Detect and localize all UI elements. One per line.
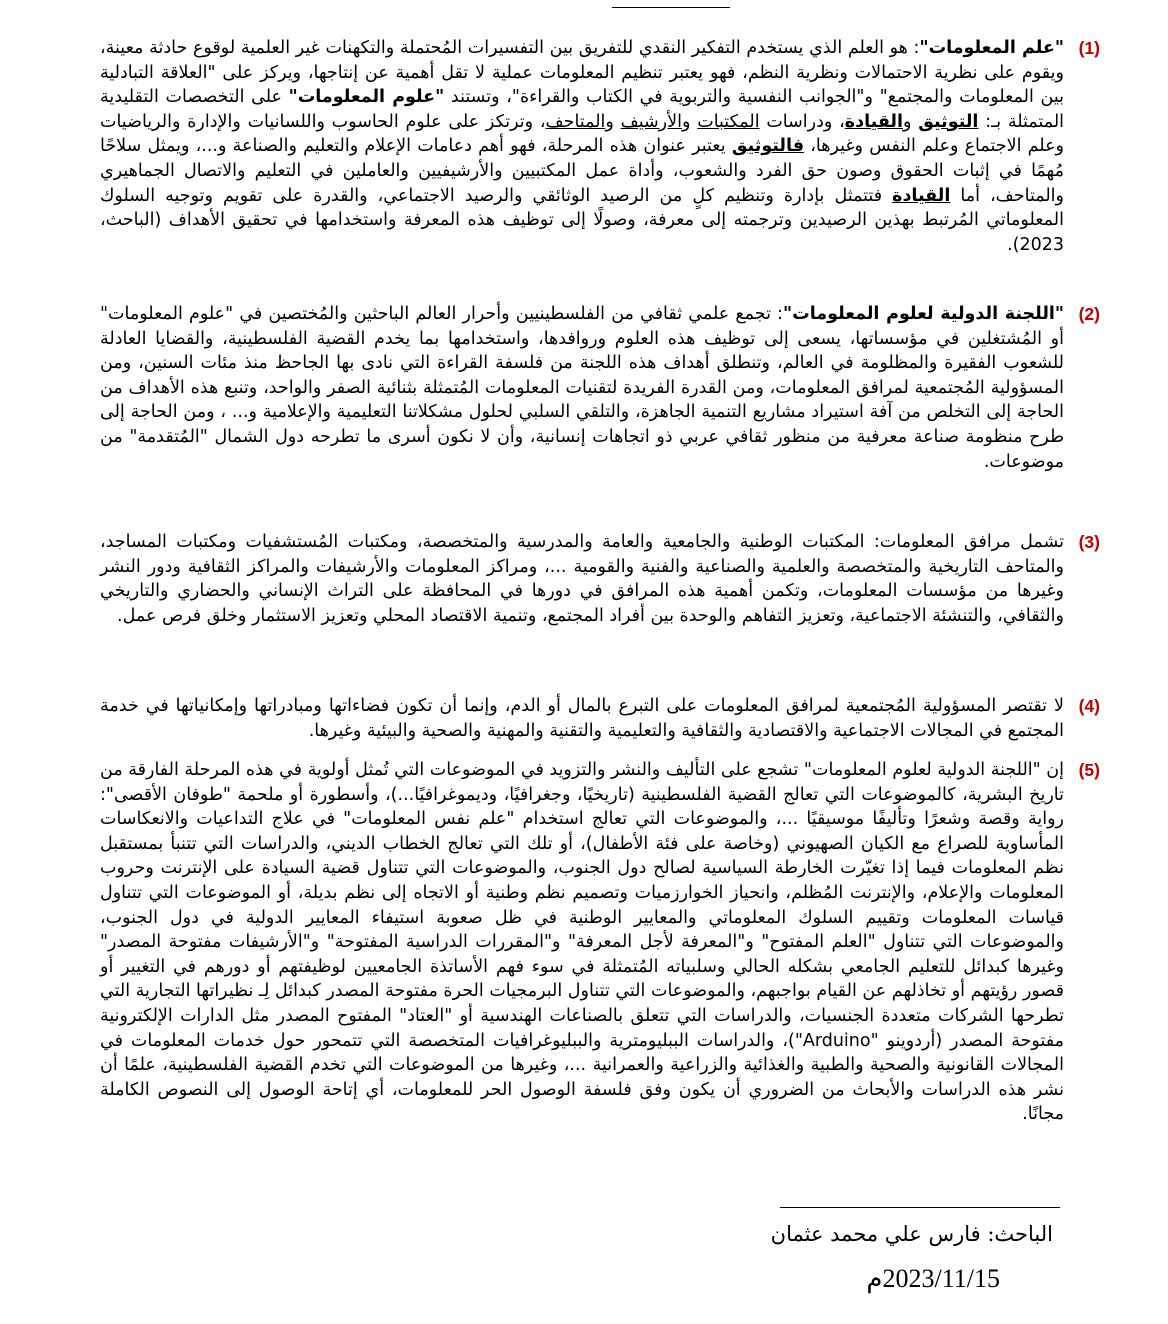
- signature-separator-line: [780, 1207, 1060, 1208]
- footnote-text-run: يعتبر عنوان هذه المرحلة، فهو أهم دعامات الإعلام والتعليم والصناعة و...، ويمثل سلاحًا مُهمًا في إثبات الحقوق وصون حق الفرد والشعوب، وأداة عمل المكتبيين والأرشيفيين والعاملين في التعليم والاتصال الجماهيري والمتاحف، أما: [100, 136, 1064, 206]
- footnote-number: (4): [1078, 696, 1100, 716]
- footnote-text: [100, 36, 1064, 257]
- footnote-text-run: الأرشيف: [620, 111, 682, 132]
- footnote-text-run: القيادة: [844, 111, 903, 132]
- footnote-number: (5): [1078, 760, 1100, 780]
- footnote-text-run: اللجنة الدولية لعلوم المعلومات: [811, 760, 1033, 780]
- footnote-text-run: التوثيق: [918, 111, 979, 132]
- footnotes: [100, 36, 1100, 1218]
- footnote-text-run: فتتمثل بإدارة وتنظيم كلٍ من الرصيد الوثائقي والرصيد الاجتماعي، والقدرة على تقويم وتوجيه السلوك المعلوماتي المُرتبط بهذين الرصيدين وترجمته إلى معرفة، وصولًا إلى توظيف هذه المعرفة واستخدامها في تحقيق الأهداف (الباحث، 2023).: [100, 185, 1064, 255]
- footnote-text: [100, 694, 1064, 743]
- footnote-text: [100, 758, 1064, 1127]
- footnote-text-run: تشمل مرافق المعلومات: المكتبات الوطنية والجامعية والعامة والمدرسية والمتخصصة، ومكتبات المُستشفيات ومكتبات المساجد، والمتاحف التاريخية والمتخصصة والعلمية والصناعية والفنية والقومية ...، ومراكز المعلومات والأرشيفات والمراكز الثقافية ودور النشر وغيرها من مؤسسات المعلومات، وتكمن أهمية هذه المرافق في دورها في المحافظة على التراث الإنساني والحضاري والتاريخي والثقافي، والتنشئة الاجتماعية، وتعزيز التفاهم والوحدة بين أفراد المجتمع، وتنمية الاقتصاد المحلي وتعزيز الاستثمار وخلق فرص عمل.: [100, 532, 1064, 626]
- footnote-text-run: : تجمع علمي ثقافي من الفلسطينيين وأحرار العالم الباحثين والمُختصين في "علوم المعلومات" أو المُشتغلين في مؤسساتها، يسعى إلى توظيف هذه العلوم وروافدها، واستخدامها بما يخدم القضية الفلسطينية، والقضايا العادلة للشعوب الفقيرة والمظلومة في العالم، وتنطلق أهداف هذه اللجنة من فلسفة القراءة التي نادى بها الجاحظ منذ مئات السنين، ومن المسؤولية المُجتمعية لمرافق المعلومات، ومن القدرة الفريدة لتقنيات المعلومات المُتمثلة بثنائية الصفر والواحد، وتنبع هذه الأهداف من الحاجة إلى التخلص من آفة استيراد مشاريع التنمية الجاهزة، والتلقي السلبي لحلول مشكلاتنا التعليمية والإعلامية و... ، ومن الحاجة إلى طرح منظومة صناعة معرفية من منظور ثقافي عربي ذو اتجاهات إنسانية، وأن لا نكون أسرى ما تطرحه دول الشمال "المُتقدمة" من موضوعات.: [100, 304, 1064, 472]
- footnote-text-run: إن ": [1032, 760, 1064, 780]
- footnote-text-run: "اللجنة الدولية لعلوم المعلومات": [783, 304, 1065, 324]
- footnote-5: [100, 758, 1100, 1218]
- footnote-text: [100, 530, 1064, 628]
- footnote-1: [100, 36, 1100, 286]
- footnote-2: [100, 302, 1100, 512]
- footnote-text-run: " تشجع على التأليف والنشر والتزويد في الموضوعات التي تُمثل أولوية في هذه المرحلة الفارقة من تاريخ البشرية، كالموضوعات التي تعالج القضية الفلسطينية (تاريخيًا، وجغرافيًا، وديموغرافيًا...)، وأسطورة أو ملحمة "طوفان الأقصى": رواية وقصة وشعرًا وتأليفًا موسيقيًا ...، والموضوعات التي تعالج استخدام "علم نفس المعلومات" في علاج التداعيات والانعكاسات المأساوية للصراع مع الكيان الصهيوني (وخاصة على فئة الأطفال)، أو تلك التي تعالج الخطاب الديني، والدراسات التي تتنبأ بمستقبل نظم المعلومات فيما إذا تغيّرت الخارطة السياسية لصالح دول الجنوب، والموضوعات التي تتناول قضية السيادة على الإنترنت وحروب المعلومات والإعلام، والإنترنت المُظلم، وانحياز الخوارزميات وتصميم نظم وطنية أو الاتجاه إلى نظم بديلة، أو الموضوعات التي تتناول قياسات المعلومات وتقييم السلوك المعلوماتي والمعايير الوطنية في ظل صعوبة استيفاء المعايير الدولية في دول الجنوب، والموضوعات التي تتناول "العلم المفتوح" و"المعرفة لأجل المعرفة" و"المقررات الدراسية المفتوحة" و"الأرشيفات مفتوحة المصدر" وغيرها كبدائل للتعليم الجامعي بشكله الحالي وسلبياته المُتمثلة في سوء فهم الأساتذة الجامعيين لوظيفتهم أو دورهم في التغيير أو قصور رؤيتهم أو تخاذلهم عن القيام بواجبهم، والموضوعات التي تتناول البرمجيات الحرة مفتوحة المصدر كبدائل لِـ نظيراتها التجارية التي تطرحها الشركات متعددة الجنسيات، والدراسات التي تتعلق بالصناعات الهندسية أو "العتاد" المفتوح المصدر مثل الدارات الإلكترونية مفتوحة المصدر (أردوينو "Arduino")، والدراسات الببليومترية والببليوغرافيات المتخصصة التي تتمحور حول خدمات المعلومات في المجالات القانونية والصحية والطبية والغذائية والزراعية والعمرانية ...، وغيرها من الموضوعات التي تخدم القضية الفلسطينية، علمًا أن نشر هذه الدراسات والأبحاث من الضروري أن يكون وفق فلسفة الوصول الحر للمعلومات، أي إتاحة الوصول إلى النصوص الكاملة مجانًا.: [100, 760, 1064, 1125]
- footnote-text-run: المتاحف: [545, 111, 606, 132]
- footnote-number: (1): [1078, 38, 1100, 58]
- footnote-text-run: القيادة: [892, 185, 951, 206]
- footnote-text-run: المكتبات: [697, 111, 760, 132]
- footnote-number: (3): [1078, 532, 1100, 552]
- footnote-text-run: ، وترتكز على علوم الحاسوب واللسانيات والإدارة والرياضيات وعلم الاجتماع وعلم النفس وغيرها،: [100, 111, 1064, 157]
- footnote-text-run: و: [903, 111, 919, 132]
- top-separator-line: [612, 7, 730, 8]
- author-signature: الباحث: فارس علي محمد عثمان: [770, 1222, 1053, 1246]
- footnote-text-run: و: [681, 111, 698, 132]
- footnote-number: (2): [1078, 304, 1100, 324]
- footnote-text-run: "علم المعلومات": [919, 38, 1065, 58]
- footnote-text-run: فالتوثيق: [731, 136, 805, 157]
- footnote-text-run: على التخصصات التقليدية المتمثلة بـ:: [100, 87, 1065, 132]
- footnote-4: [100, 694, 1100, 744]
- footnote-text: [100, 302, 1064, 474]
- footnote-text-run: و: [605, 111, 621, 132]
- footnote-text-run: ، ودراسات: [759, 111, 845, 132]
- signature-date: 2023/11/15م: [866, 1264, 1000, 1293]
- footnote-text-run: لا تقتصر المسؤولية المُجتمعية لمرافق المعلومات على التبرع بالمال أو الدم، وإنما أن تكون فضاءاتها ومبادراتها وإمكانياتها في خدمة المجتمع في المجالات الاجتماعية والاقتصادية والثقافية والتعليمية والتقنية والمهنية والصحية والبيئية وغيرها.: [100, 696, 1064, 741]
- footnote-text-run: : هو العلم الذي يستخدم التفكير النقدي للتفريق بين التفسيرات المُحتملة والتكهنات غير العلمية لوقوع حادثة معينة، ويقوم على نظرية الاحتمالات ونظرية النظم، فهو يعتبر تنظيم المعلومات عملية لا تقل أهمية عن إنتاجها، ويركز على "العلاقة التبادلية بين المعلومات والمجتمع" و"الجوانب النفسية والتربوية في الكتاب والقراءة"، وتستند: [100, 38, 1064, 108]
- footnote-3: [100, 530, 1100, 678]
- footnote-text-run: "علوم المعلومات": [288, 87, 445, 108]
